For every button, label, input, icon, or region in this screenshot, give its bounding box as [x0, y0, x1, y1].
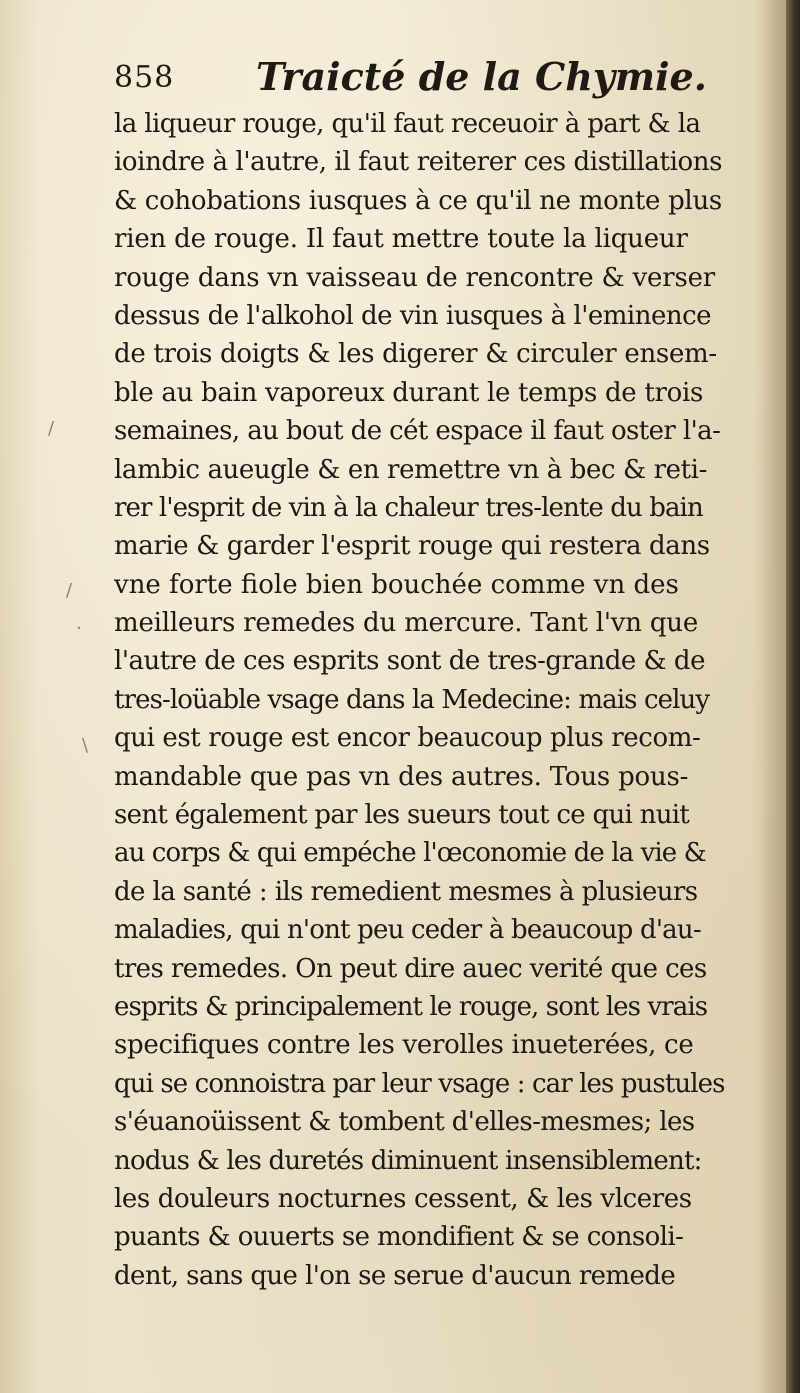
text-line: puants & ouuerts se mondifient & se consoli- [114, 1222, 684, 1253]
text-line: & cohobations iusques à ce qu'il ne monte plus [114, 185, 722, 216]
text-line: nodus & les duretés diminuent insensiblement: [114, 1145, 702, 1176]
text-line: mandable que pas vn des autres. Tous pous- [114, 761, 689, 792]
text-line: s'éuanoüissent & tombent d'elles-mesmes; les [114, 1107, 695, 1138]
margin-pencil-mark: · [76, 618, 82, 639]
text-line: rouge dans vn vaisseau de rencontre & verser [114, 262, 716, 293]
text-line: ble au bain vaporeux durant le temps de trois [114, 377, 704, 408]
text-line: dessus de l'alkohol de vin iusques à l'eminence [114, 300, 712, 331]
text-line: semaines, au bout de cét espace il faut oster l'a- [114, 416, 721, 447]
text-line: rer l'esprit de vin à la chaleur tres-lente du bain [114, 492, 703, 523]
text-line: tres remedes. On peut dire auec verité que ces [114, 953, 707, 984]
text-line: de la santé : ils remedient mesmes à plusieurs [114, 876, 698, 907]
running-title: Traicté de la Chymie. [256, 54, 707, 99]
text-line: qui se connoistra par leur vsage : car les pustules [114, 1068, 725, 1099]
text-line: lambic aueugle & en remettre vn à bec & reti- [114, 454, 707, 485]
text-line: la liqueur rouge, qu'il faut receuoir à part & la [114, 109, 701, 139]
body-text [114, 105, 764, 1295]
text-line: vne forte fiole bien bouchée comme vn des [114, 569, 679, 600]
margin-pencil-mark: / [66, 580, 73, 601]
text-line: dent, sans que l'on se serue d'aucun remede [114, 1260, 676, 1291]
text-line: au corps & qui empéche l'œconomie de la vie & [114, 838, 706, 869]
page-number: 858 [114, 60, 175, 95]
text-line: sent également par les sueurs tout ce qui nuit [114, 800, 690, 831]
margin-pencil-mark: \ [82, 735, 89, 756]
text-line: meilleurs remedes du mercure. Tant l'vn que [114, 608, 699, 639]
book-spine [786, 0, 800, 1393]
text-line: specifiques contre les verolles inueterées, ce [114, 1030, 694, 1061]
text-line: marie & garder l'esprit rouge qui restera dans [114, 531, 710, 562]
text-line: qui est rouge est encor beaucoup plus recom- [114, 723, 701, 754]
text-line: esprits & principalement le rouge, sont les vrais [114, 991, 708, 1022]
text-line: l'autre de ces esprits sont de tres-grande & de [114, 646, 705, 677]
text-line: tres-loüable vsage dans la Medecine: mais celuy [114, 684, 710, 715]
text-line: de trois doigts & les digerer & circuler ensem- [114, 339, 717, 370]
text-line: ioindre à l'autre, il faut reiterer ces distillations [114, 147, 723, 178]
text-line: maladies, qui n'ont peu ceder à beaucoup d'au- [114, 915, 701, 946]
text-line: les douleurs nocturnes cessent, & les vlceres [114, 1183, 692, 1214]
text-line: rien de rouge. Il faut mettre toute la liqueur [114, 224, 688, 255]
margin-pencil-mark: / [48, 418, 55, 439]
page-header [114, 54, 714, 104]
